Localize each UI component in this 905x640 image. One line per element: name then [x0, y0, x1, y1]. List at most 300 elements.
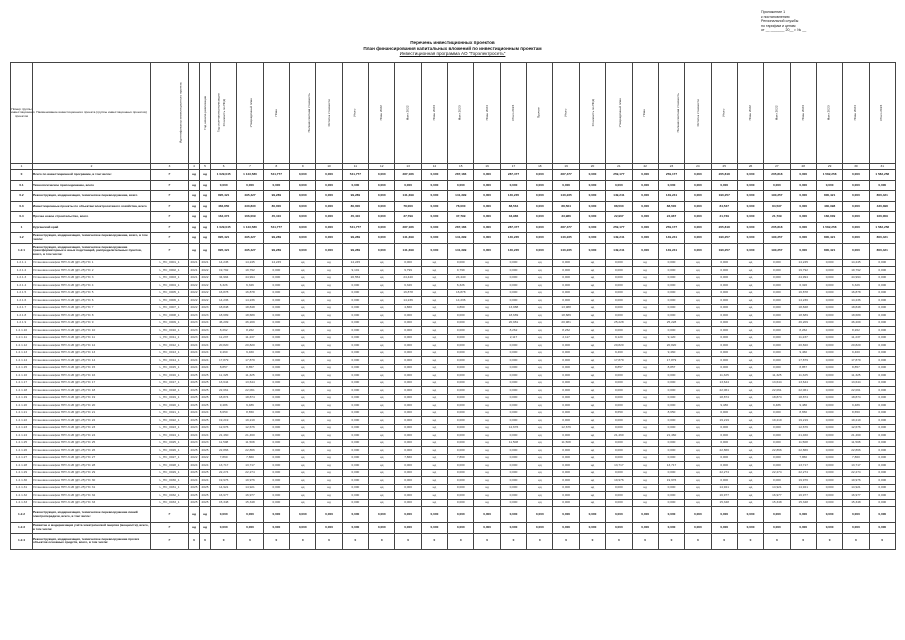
- table-cell: нд: [290, 462, 316, 470]
- project-id: Г: [151, 533, 189, 549]
- table-cell: нд: [527, 274, 553, 282]
- table-cell: нд: [579, 462, 605, 470]
- table-cell: 2022: [200, 267, 211, 275]
- table-cell: 0,000: [263, 357, 289, 365]
- table-cell: 0,000: [395, 432, 421, 440]
- table-cell: 0,000: [500, 477, 526, 485]
- table-cell: 0,000: [869, 462, 895, 470]
- table-cell: 20,820: [237, 342, 263, 350]
- table-cell: 287,477: [553, 170, 579, 181]
- table-cell: 2023: [200, 439, 211, 447]
- table-cell: 0,000: [764, 477, 790, 485]
- table-cell: 2022: [189, 454, 200, 462]
- table-cell: 0,000: [816, 462, 842, 470]
- table-cell: 0,000: [658, 267, 684, 275]
- table-cell: 0,000: [342, 424, 368, 432]
- project-name: Технологическое присоединение, всего: [33, 180, 151, 191]
- project-name: Установка шкафов ПРУ-6 кВ (ДУ-25) ПС 33: [33, 499, 151, 507]
- project-name: Установка шкафов ПРУ-6 кВ (ДУ-25) ПС 13: [33, 349, 151, 357]
- table-cell: 0: [421, 533, 447, 549]
- table-cell: 0,000: [711, 180, 737, 191]
- table-row: [11, 342, 896, 350]
- table-cell: нд: [579, 304, 605, 312]
- table-cell: 0,000: [263, 327, 289, 335]
- column-header-label: План 2023: [800, 105, 805, 121]
- table-cell: нд: [290, 477, 316, 485]
- project-name: Установка шкафов ПРУ-6 кВ (ДУ-25) ПС 29: [33, 469, 151, 477]
- table-cell: 0: [237, 533, 263, 549]
- table-cell: 0,000: [816, 259, 842, 267]
- table-cell: 9,460: [606, 349, 632, 357]
- table-cell: 0,000: [764, 357, 790, 365]
- table-cell: 25,228: [658, 319, 684, 327]
- table-cell: 466,850: [211, 201, 237, 212]
- table-cell: 0,000: [685, 507, 711, 523]
- table-cell: 0,000: [869, 349, 895, 357]
- row-number: 1.2.1.11: [11, 334, 33, 342]
- table-cell: 0,000: [816, 439, 842, 447]
- table-row: [11, 523, 896, 534]
- table-cell: 0,000: [632, 523, 658, 534]
- table-cell: 20,554: [342, 274, 368, 282]
- table-cell: нд: [369, 387, 395, 395]
- table-cell: 205,818: [711, 170, 737, 181]
- table-cell: 2022: [200, 289, 211, 297]
- table-cell: 0,000: [316, 233, 342, 244]
- table-cell: 0,000: [869, 484, 895, 492]
- table-cell: 0,000: [395, 259, 421, 267]
- table-cell: 0,000: [869, 409, 895, 417]
- table-cell: 0,000: [342, 492, 368, 500]
- table-cell: нд: [737, 364, 763, 372]
- table-cell: 259,177: [606, 170, 632, 181]
- table-cell: 18,689: [790, 312, 816, 320]
- table-cell: нд: [421, 372, 447, 380]
- table-cell: нд: [474, 477, 500, 485]
- table-cell: 0,000: [448, 312, 474, 320]
- table-cell: 0,000: [658, 484, 684, 492]
- table-cell: нд: [316, 327, 342, 335]
- table-cell: 0,000: [263, 372, 289, 380]
- table-cell: нд: [316, 282, 342, 290]
- table-cell: 0,000: [711, 409, 737, 417]
- table-cell: 141,399: [448, 233, 474, 244]
- table-cell: 140,235: [500, 233, 526, 244]
- table-cell: 0,000: [316, 523, 342, 534]
- table-cell: нд: [579, 424, 605, 432]
- table-cell: 0,000: [369, 170, 395, 181]
- table-cell: нд: [369, 334, 395, 342]
- row-number: 1.2.1.28: [11, 462, 33, 470]
- column-header-label: Утверждённый план: [617, 98, 622, 128]
- table-cell: 0,000: [843, 191, 869, 202]
- row-number: 0.2: [11, 191, 33, 202]
- table-row: [11, 349, 896, 357]
- table-cell: 0: [737, 533, 763, 549]
- table-cell: 0,000: [474, 523, 500, 534]
- table-cell: нд: [316, 499, 342, 507]
- table-cell: нд: [527, 364, 553, 372]
- table-cell: 0,000: [553, 454, 579, 462]
- table-cell: 0,000: [711, 334, 737, 342]
- table-cell: нд: [200, 523, 211, 534]
- table-cell: 0,000: [843, 523, 869, 534]
- table-row: [11, 402, 896, 410]
- table-cell: 0,000: [816, 267, 842, 275]
- table-cell: 0,000: [816, 409, 842, 417]
- table-cell: 0,000: [474, 201, 500, 212]
- column-header: [189, 63, 208, 164]
- table-cell: 8,857: [211, 364, 237, 372]
- table-row: [11, 170, 896, 181]
- table-cell: нд: [632, 394, 658, 402]
- project-name: Развитие и модернизация учёта электрической энергии (мощности), всего, в том числе:: [33, 523, 151, 534]
- table-cell: 0,000: [658, 439, 684, 447]
- table-cell: нд: [632, 312, 658, 320]
- table-cell: 45,410: [342, 212, 368, 223]
- column-header: [737, 63, 763, 164]
- table-cell: 9,460: [658, 349, 684, 357]
- table-cell: 0,000: [658, 259, 684, 267]
- table-cell: 45,410: [263, 212, 289, 223]
- table-cell: 0,000: [263, 289, 289, 297]
- column-number: 10: [316, 164, 342, 170]
- table-cell: 12,676: [237, 424, 263, 432]
- table-cell: 2023: [189, 312, 200, 320]
- table-cell: 0,000: [553, 484, 579, 492]
- table-cell: 2024: [200, 342, 211, 350]
- table-cell: 18,874: [211, 394, 237, 402]
- table-row: [11, 312, 896, 320]
- table-cell: нд: [737, 424, 763, 432]
- table-cell: нд: [474, 484, 500, 492]
- table-cell: нд: [316, 259, 342, 267]
- column-number: 28: [790, 164, 816, 170]
- table-cell: нд: [421, 424, 447, 432]
- table-cell: нд: [316, 469, 342, 477]
- table-cell: 0,000: [606, 523, 632, 534]
- project-name: Установка шкафов ПРУ-6 кВ (ДУ-25) ПС 2: [33, 267, 151, 275]
- table-cell: 18,689: [553, 312, 579, 320]
- table-cell: 0,000: [606, 439, 632, 447]
- table-cell: 0,000: [290, 222, 316, 233]
- table-cell: 2024: [200, 334, 211, 342]
- table-cell: 20,820: [658, 342, 684, 350]
- project-name: Установка шкафов ПРУ-6 кВ (ДУ-25) ПС 8: [33, 312, 151, 320]
- table-cell: 0: [448, 533, 474, 549]
- table-cell: 22,061: [764, 387, 790, 395]
- table-cell: нд: [474, 417, 500, 425]
- table-cell: 0,000: [816, 454, 842, 462]
- table-cell: 0,000: [474, 191, 500, 202]
- table-cell: 0,000: [342, 312, 368, 320]
- table-cell: 14,236: [843, 297, 869, 305]
- table-cell: 2024: [200, 357, 211, 365]
- table-cell: 0,000: [448, 402, 474, 410]
- table-cell: 0,000: [816, 372, 842, 380]
- table-row: [11, 439, 896, 447]
- table-row: [11, 469, 896, 477]
- table-cell: 0,000: [658, 289, 684, 297]
- column-header-label: План 2022: [747, 105, 752, 121]
- column-header: [685, 63, 711, 164]
- table-cell: 18,874: [764, 394, 790, 402]
- table-cell: нд: [474, 372, 500, 380]
- table-row: [11, 180, 896, 191]
- table-cell: нд: [737, 387, 763, 395]
- table-cell: нд: [290, 372, 316, 380]
- table-cell: 0,000: [553, 409, 579, 417]
- table-cell: нд: [579, 387, 605, 395]
- table-cell: 0,000: [869, 447, 895, 455]
- table-cell: 1 582,258: [816, 170, 842, 181]
- table-cell: 16,878: [211, 289, 237, 297]
- table-cell: 0,000: [711, 424, 737, 432]
- project-id: L_ПС_0022_1: [151, 417, 189, 425]
- table-row: [11, 533, 896, 549]
- table-cell: нд: [474, 469, 500, 477]
- table-cell: 0,000: [711, 304, 737, 312]
- table-cell: 0,000: [869, 499, 895, 507]
- table-cell: 0,000: [369, 233, 395, 244]
- table-cell: 0,000: [421, 191, 447, 202]
- table-cell: нд: [290, 282, 316, 290]
- table-cell: 2022: [200, 274, 211, 282]
- table-cell: 0,000: [553, 462, 579, 470]
- table-cell: 0,000: [606, 289, 632, 297]
- table-cell: 0,000: [395, 484, 421, 492]
- table-cell: 16,977: [711, 492, 737, 500]
- table-cell: 0,000: [606, 312, 632, 320]
- table-cell: 0,000: [632, 180, 658, 191]
- table-cell: 0,000: [342, 417, 368, 425]
- table-cell: нд: [632, 364, 658, 372]
- table-row: [11, 372, 896, 380]
- table-cell: 21,460: [843, 432, 869, 440]
- table-cell: нд: [369, 349, 395, 357]
- table-cell: 20,820: [211, 342, 237, 350]
- table-cell: нд: [369, 402, 395, 410]
- column-header-label: Идентификатор инвестиционного проекта: [178, 82, 183, 144]
- row-number: 1.2.1.3: [11, 274, 33, 282]
- row-number: 1.2.2: [11, 507, 33, 523]
- table-cell: нд: [421, 462, 447, 470]
- table-cell: нд: [421, 492, 447, 500]
- table-cell: 0,000: [685, 191, 711, 202]
- table-cell: нд: [737, 432, 763, 440]
- table-cell: 0,000: [658, 180, 684, 191]
- table-cell: 37,799: [395, 212, 421, 223]
- table-cell: 0,000: [711, 523, 737, 534]
- table-cell: 0,000: [737, 191, 763, 202]
- table-cell: 0,000: [658, 379, 684, 387]
- table-cell: нд: [421, 342, 447, 350]
- table-cell: нд: [316, 334, 342, 342]
- table-cell: нд: [369, 469, 395, 477]
- table-cell: нд: [632, 349, 658, 357]
- table-cell: 0: [369, 533, 395, 549]
- table-cell: 0,000: [737, 212, 763, 223]
- column-header: [500, 63, 526, 164]
- project-id: Г: [151, 170, 189, 181]
- table-cell: 78,000: [395, 201, 421, 212]
- project-name: Установка шкафов ПРУ-6 кВ (ДУ-25) ПС 4: [33, 282, 151, 290]
- table-cell: нд: [632, 342, 658, 350]
- table-cell: 0,000: [500, 432, 526, 440]
- table-cell: нд: [369, 417, 395, 425]
- table-cell: 0,000: [606, 379, 632, 387]
- table-cell: 0,000: [711, 289, 737, 297]
- table-cell: 287,186: [448, 222, 474, 233]
- row-number: 1.2.1.7: [11, 304, 33, 312]
- table-cell: нд: [421, 349, 447, 357]
- table-cell: 0,000: [448, 394, 474, 402]
- table-cell: 0,000: [448, 417, 474, 425]
- table-cell: 0,000: [843, 243, 869, 259]
- table-cell: нд: [737, 274, 763, 282]
- table-cell: 141,399: [448, 191, 474, 202]
- table-cell: 18,689: [843, 312, 869, 320]
- column-number: 12: [369, 164, 395, 170]
- table-cell: нд: [200, 201, 211, 212]
- table-cell: 0,000: [658, 372, 684, 380]
- table-row: [11, 274, 896, 282]
- table-cell: 0,000: [263, 492, 289, 500]
- table-cell: нд: [579, 372, 605, 380]
- table-cell: нд: [685, 342, 711, 350]
- table-cell: 0,000: [658, 499, 684, 507]
- table-cell: нд: [632, 402, 658, 410]
- table-cell: 0,000: [869, 379, 895, 387]
- table-cell: нд: [369, 267, 395, 275]
- project-name: Установка шкафов ПРУ-6 кВ (ДУ-25) ПС 7: [33, 304, 151, 312]
- table-cell: 0,000: [658, 447, 684, 455]
- table-cell: 0,000: [290, 170, 316, 181]
- table-cell: 0,000: [211, 507, 237, 523]
- table-cell: 0,000: [685, 233, 711, 244]
- table-cell: 9,486: [843, 402, 869, 410]
- row-number: 1.2.1.14: [11, 357, 33, 365]
- table-cell: 0,000: [448, 372, 474, 380]
- table-cell: 205,818: [764, 222, 790, 233]
- table-cell: 0,000: [658, 402, 684, 410]
- table-cell: нд: [632, 417, 658, 425]
- table-cell: 12,676: [500, 424, 526, 432]
- column-header-label: Полная сметная стоимость: [306, 93, 311, 133]
- table-cell: нд: [527, 312, 553, 320]
- table-cell: 13,717: [606, 462, 632, 470]
- table-cell: 0,000: [632, 191, 658, 202]
- table-cell: 0,000: [527, 212, 553, 223]
- table-cell: 0,000: [553, 357, 579, 365]
- table-cell: нд: [579, 492, 605, 500]
- column-header: [843, 63, 869, 164]
- table-cell: 8,650: [658, 409, 684, 417]
- table-cell: 0,000: [764, 327, 790, 335]
- table-cell: нд: [290, 484, 316, 492]
- table-cell: 1 582,258: [869, 222, 895, 233]
- table-cell: 13,717: [790, 462, 816, 470]
- table-cell: нд: [737, 492, 763, 500]
- table-cell: 88,564: [500, 201, 526, 212]
- table-cell: 0,000: [737, 201, 763, 212]
- table-cell: 0,000: [869, 304, 895, 312]
- table-cell: 15,348: [790, 499, 816, 507]
- table-cell: 0,000: [579, 523, 605, 534]
- table-cell: 259,177: [658, 222, 684, 233]
- column-number: 31: [869, 164, 895, 170]
- table-cell: 33,986: [500, 212, 526, 223]
- table-cell: 0,000: [421, 222, 447, 233]
- column-header: [527, 63, 553, 164]
- table-cell: 0,000: [579, 201, 605, 212]
- table-cell: нд: [579, 357, 605, 365]
- column-header-label: Итого: [563, 108, 568, 118]
- table-cell: 21,739: [764, 212, 790, 223]
- table-cell: 0,000: [711, 357, 737, 365]
- table-cell: 15,348: [711, 499, 737, 507]
- table-cell: 0,000: [816, 319, 842, 327]
- table-cell: 11,508: [211, 439, 237, 447]
- table-cell: нд: [527, 484, 553, 492]
- table-cell: 0,000: [790, 201, 816, 212]
- table-cell: 0,000: [421, 212, 447, 223]
- table-cell: 0,000: [790, 507, 816, 523]
- table-cell: 495,427: [237, 243, 263, 259]
- row-number: 1.2.1.22: [11, 417, 33, 425]
- table-cell: 0,000: [816, 349, 842, 357]
- table-cell: 0,000: [869, 297, 895, 305]
- table-cell: 0,000: [395, 492, 421, 500]
- table-cell: 99,289: [263, 233, 289, 244]
- table-cell: 16,977: [237, 492, 263, 500]
- table-cell: 0,000: [737, 170, 763, 181]
- table-cell: нд: [737, 289, 763, 297]
- table-cell: 0,000: [474, 180, 500, 191]
- table-cell: нд: [421, 454, 447, 462]
- project-name: Установка шкафов ПРУ-6 кВ (ДУ-25) ПС 17: [33, 379, 151, 387]
- table-cell: нд: [737, 259, 763, 267]
- table-cell: 2024: [189, 342, 200, 350]
- table-cell: 16,977: [843, 492, 869, 500]
- table-cell: 2021: [189, 274, 200, 282]
- column-number: 24: [685, 164, 711, 170]
- table-cell: 0,000: [395, 379, 421, 387]
- column-header: [211, 63, 237, 164]
- table-cell: 0,000: [395, 409, 421, 417]
- table-cell: нд: [632, 477, 658, 485]
- table-cell: 2024: [200, 409, 211, 417]
- table-cell: 2025: [200, 394, 211, 402]
- table-cell: нд: [527, 394, 553, 402]
- table-cell: нд: [632, 259, 658, 267]
- table-cell: 0,000: [869, 372, 895, 380]
- row-number: 1.2.4: [11, 533, 33, 549]
- table-cell: нд: [632, 334, 658, 342]
- table-cell: 0,000: [816, 523, 842, 534]
- table-cell: 25,228: [606, 319, 632, 327]
- table-cell: нд: [421, 274, 447, 282]
- project-name: Установка шкафов ПРУ-6 кВ (ДУ-25) ПС 9: [33, 319, 151, 327]
- table-cell: 2023: [189, 424, 200, 432]
- table-cell: 0,000: [500, 342, 526, 350]
- table-cell: нд: [316, 387, 342, 395]
- table-cell: 0,000: [764, 523, 790, 534]
- column-header: [369, 63, 395, 164]
- table-cell: 20,981: [553, 319, 579, 327]
- table-cell: нд: [316, 424, 342, 432]
- table-cell: 0,000: [448, 499, 474, 507]
